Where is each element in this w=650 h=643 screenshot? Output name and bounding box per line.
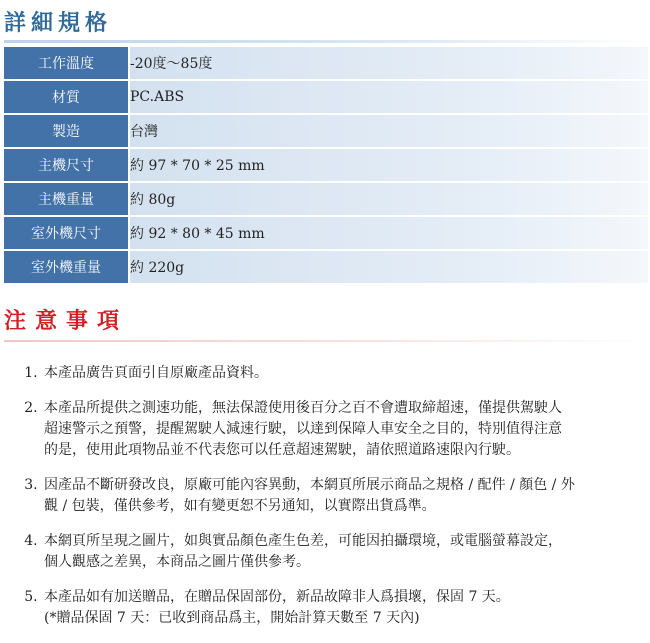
spec-row: [4, 47, 648, 79]
note-line: 4. 本網頁所呈現之圖片，如與實品顏色產生色差，可能因拍攝環境，或電腦螢幕設定，: [44, 533, 562, 549]
spec-table: [4, 45, 648, 285]
note-line: 2. 本產品所提供之測速功能，無法保證使用後百分之百不會遭取締超速，僅提供駕駛人: [44, 400, 562, 416]
notes-section-title: 注意事項: [4, 309, 129, 334]
spec-section-title: 詳細規格: [4, 11, 113, 36]
note-line: 3. 因產品不斷研發改良，原廠可能內容異動，本網頁所展示商品之規格 / 配件 / 顏色 / 外: [44, 477, 575, 493]
note-line: 5. 本產品如有加送贈品，在贈品保固部份，新品故障非人爲損壞，保固 7 天。: [44, 589, 510, 605]
note-item: [42, 475, 650, 517]
spec-title-divider: [4, 40, 648, 43]
spec-label: 工作溫度: [4, 47, 130, 79]
spec-row: [4, 115, 648, 147]
spec-label: 材質: [4, 81, 130, 113]
spec-value: 台灣: [130, 115, 648, 147]
note-item: [42, 587, 650, 629]
notes-list: [18, 363, 650, 643]
spec-label: 製造: [4, 115, 130, 147]
note-item: [42, 363, 650, 384]
spec-value: 約 92 * 80 * 45 mm: [130, 217, 648, 249]
note-line: 觀 / 包裝，僅供參考，如有變更恕不另通知，以實際出貨爲準。: [44, 498, 436, 514]
notes-title-divider: [4, 340, 648, 342]
spec-value: 約 97 * 70 * 25 mm: [130, 149, 648, 181]
note-line: 1. 本產品廣告頁面引自原廠產品資料。: [44, 365, 268, 381]
spec-row: [4, 81, 648, 113]
spec-label: 主機重量: [4, 183, 130, 215]
spec-label: 室外機重量: [4, 251, 130, 283]
spec-label: 室外機尺寸: [4, 217, 130, 249]
spec-label: 主機尺寸: [4, 149, 130, 181]
note-line: 超速警示之預警，提醒駕駛人減速行駛，以達到保障人車安全之目的，特別值得注意: [44, 421, 562, 437]
spec-value: 約 80g: [130, 183, 648, 215]
spec-row: [4, 183, 648, 215]
spec-row: [4, 149, 648, 181]
note-line: 的是，使用此項物品並不代表您可以任意超速駕駛，請依照道路速限內行駛。: [44, 442, 520, 458]
spec-value: 約 220g: [130, 251, 648, 283]
spec-row: [4, 251, 648, 283]
spec-value: PC.ABS: [130, 81, 648, 113]
spec-row: [4, 217, 648, 249]
note-line: (*贈品保固 7 天：已收到商品爲主，開始計算天數至 7 天內): [44, 610, 420, 626]
note-item: [42, 398, 650, 461]
spec-value: -20度～85度: [130, 47, 648, 79]
note-line: 個人觀感之差異，本商品之圖片僅供參考。: [44, 554, 310, 570]
note-item: [42, 531, 650, 573]
